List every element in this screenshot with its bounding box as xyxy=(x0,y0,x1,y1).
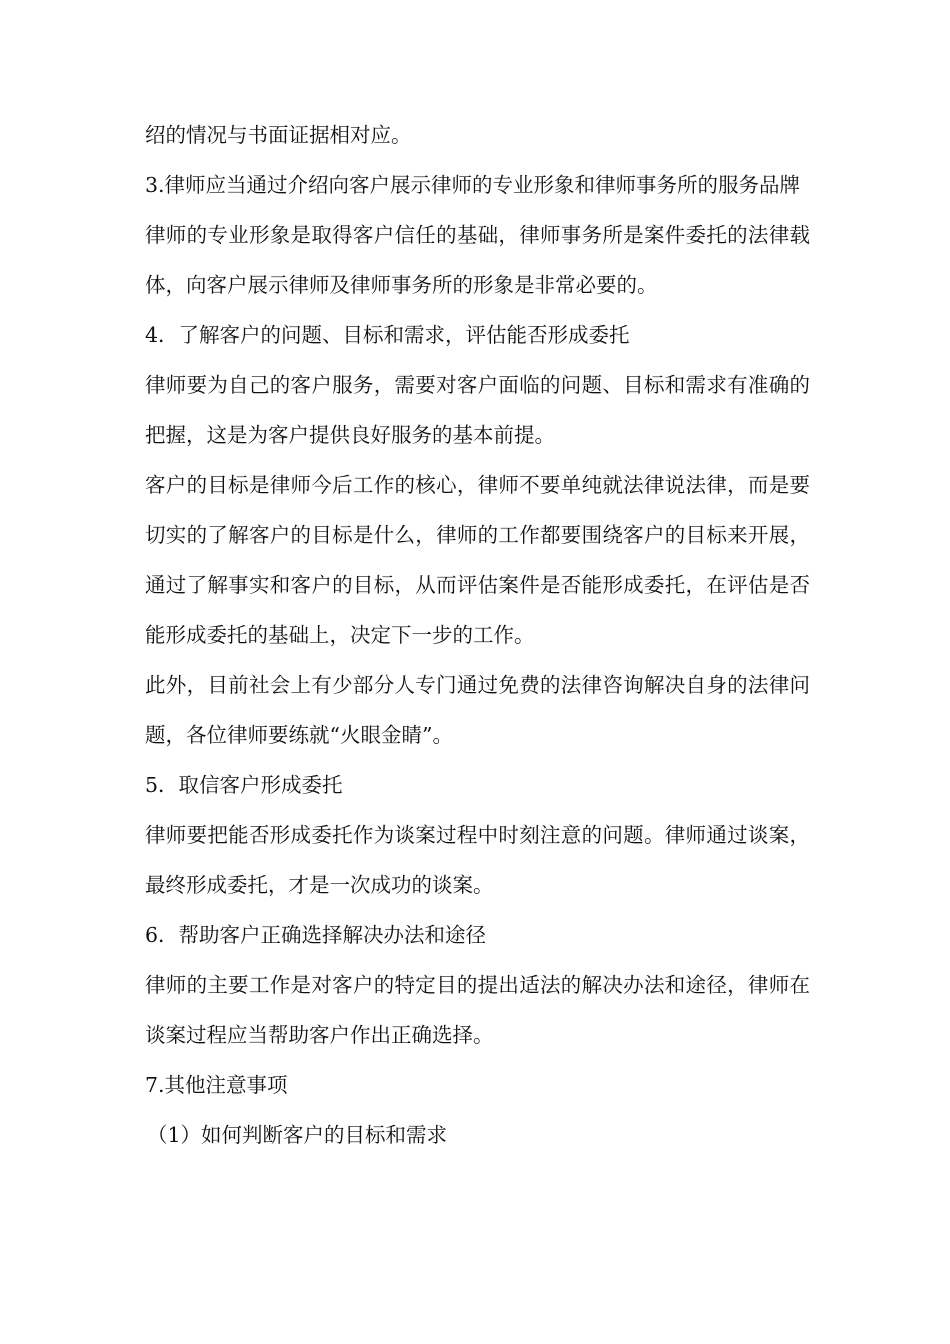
paragraph-serve-client: 律师要为自己的客户服务，需要对客户面临的问题、目标和需求有准确的把握，这是为客户提供良好服务的基本前提。 xyxy=(145,373,810,447)
document-body xyxy=(145,110,810,1160)
paragraph-form-commission: 律师要把能否形成委托作为谈案过程中时刻注意的问题。律师通过谈案，最终形成委托，才是一次成功的谈案。 xyxy=(145,823,810,897)
paragraph-main-work: 律师的主要工作是对客户的特定目的提出适法的解决办法和途径，律师在谈案过程应当帮助客户作出正确选择。 xyxy=(145,973,810,1047)
heading-7-other-notes: 7.其他注意事项 xyxy=(145,1073,288,1097)
paragraph-continuation: 绍的情况与书面证据相对应。 xyxy=(145,123,412,147)
subheading-1-judge-goals: （1）如何判断客户的目标和需求 xyxy=(147,1123,448,1147)
heading-3-lawyer-image: 3.律师应当通过介绍向客户展示律师的专业形象和律师事务所的服务品牌 xyxy=(145,173,801,197)
heading-5-win-trust: 5．取信客户形成委托 xyxy=(145,773,343,797)
paragraph-client-goals: 客户的目标是律师今后工作的核心，律师不要单纯就法律说法律，而是要切实的了解客户的目标是什么，律师的工作都要围绕客户的目标来开展，通过了解事实和客户的目标，从而评估案件是否能形成委托，在评估是否能形成委托的基础上，决定下一步的工作。 xyxy=(145,473,810,647)
heading-4-client-needs: 4．了解客户的问题、目标和需求，评估能否形成委托 xyxy=(145,323,630,347)
paragraph-free-consult: 此外，目前社会上有少部分人专门通过免费的法律咨询解决自身的法律问题，各位律师要练就“火眼金睛”。 xyxy=(145,673,810,747)
heading-6-solutions: 6．帮助客户正确选择解决办法和途径 xyxy=(145,923,487,947)
paragraph-professional-image: 律师的专业形象是取得客户信任的基础，律师事务所是案件委托的法律载体，向客户展示律师及律师事务所的形象是非常必要的。 xyxy=(145,223,810,297)
